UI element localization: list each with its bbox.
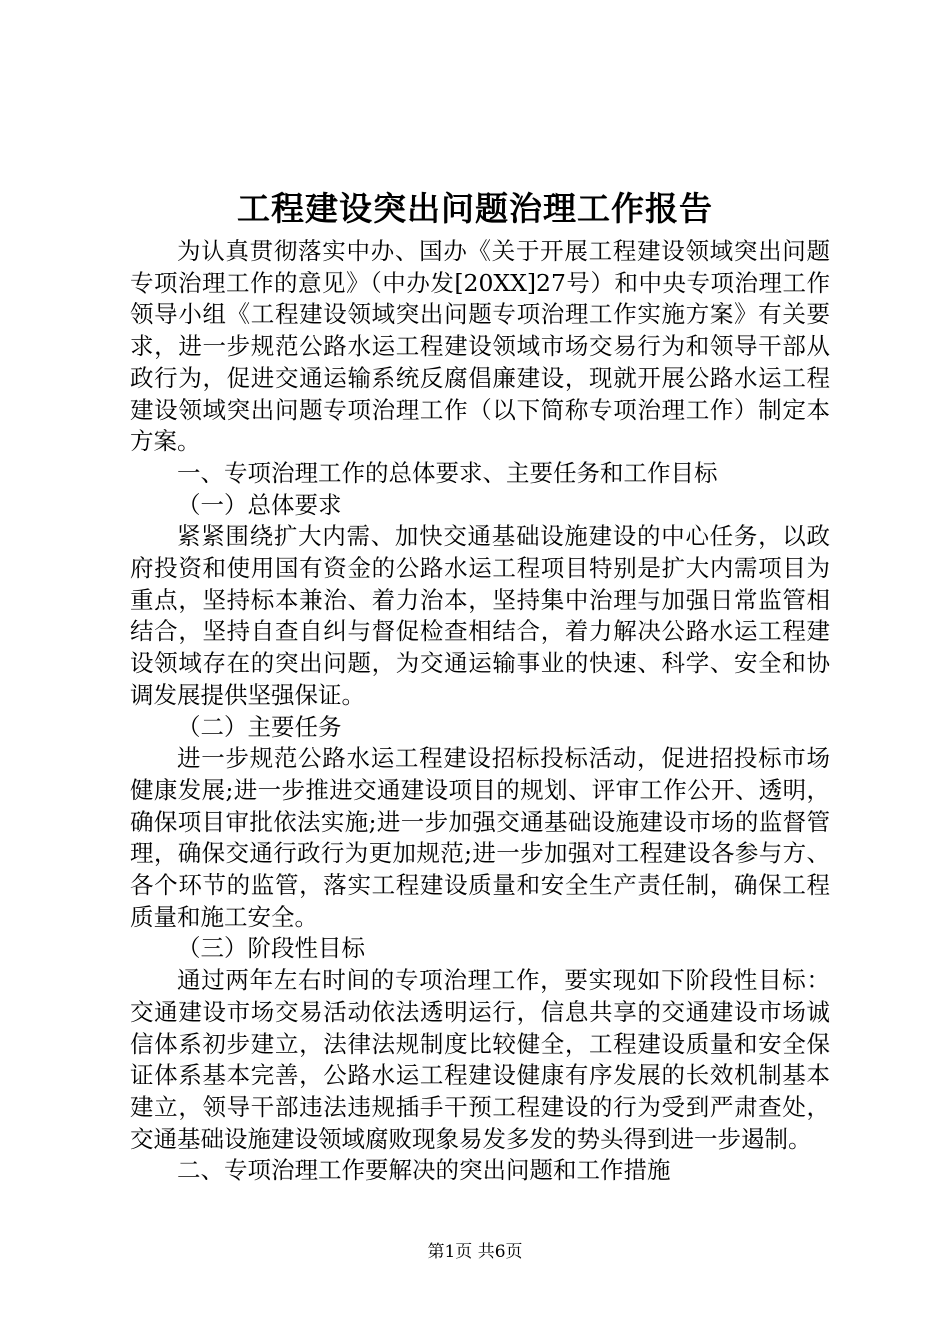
section-1-heading: 一、专项治理工作的总体要求、主要任务和工作目标 bbox=[177, 458, 718, 487]
subsection-3-heading: （三）阶段性目标 bbox=[177, 934, 365, 963]
intro-paragraph: 为认真贯彻落实中办、国办《关于开展工程建设领域突出问题专项治理工作的意见》（中办发[20XX]27号）和中央专项治理工作领导小组《工程建设领域突出问题专项治理工作实施方案》有关要求，进一步规范公路水运工程建设领域市场交易行为和领导干部从政行为，促进交通运输系统反腐倡廉建设，现就开展公路水运工程建设领域突出问题专项治理工作（以下简称专项治理工作）制定本方案。 bbox=[130, 237, 830, 456]
subsection-2-paragraph: 进一步规范公路水运工程建设招标投标活动，促进招投标市场健康发展;进一步推进交通建设项目的规划、评审工作公开、透明，确保项目审批依法实施;进一步加强交通基础设施建设市场的监督管理，确保交通行政行为更加规范;进一步加强对工程建设各参与方、各个环节的监管，落实工程建设质量和安全生产责任制，确保工程质量和施工安全。 bbox=[130, 744, 830, 931]
subsection-3-paragraph: 通过两年左右时间的专项治理工作，要实现如下阶段性目标：交通建设市场交易活动依法透明运行，信息共享的交通建设市场诚信体系初步建立，法律法规制度比较健全，工程建设质量和安全保证体系基本完善，公路水运工程建设健康有序发展的长效机制基本建立，领导干部违法违规插手干预工程建设的行为受到严肃查处，交通基础设施建设领域腐败现象易发多发的势头得到进一步遏制。 bbox=[130, 966, 830, 1153]
document-title: 工程建设突出问题治理工作报告 bbox=[237, 189, 713, 228]
page-footer: 第1页 共6页 bbox=[427, 1242, 523, 1262]
subsection-1-paragraph: 紧紧围绕扩大内需、加快交通基础设施建设的中心任务，以政府投资和使用国有资金的公路水运工程项目特别是扩大内需项目为重点，坚持标本兼治、着力治本，坚持集中治理与加强日常监管相结合，坚持自查自纠与督促检查相结合，着力解决公路水运工程建设领域存在的突出问题，为交通运输事业的快速、科学、安全和协调发展提供坚强保证。 bbox=[130, 522, 830, 709]
section-2-heading: 二、专项治理工作要解决的突出问题和工作措施 bbox=[177, 1156, 671, 1185]
subsection-1-heading: （一）总体要求 bbox=[177, 490, 342, 519]
subsection-2-heading: （二）主要任务 bbox=[177, 712, 342, 741]
document-body bbox=[130, 236, 830, 1187]
